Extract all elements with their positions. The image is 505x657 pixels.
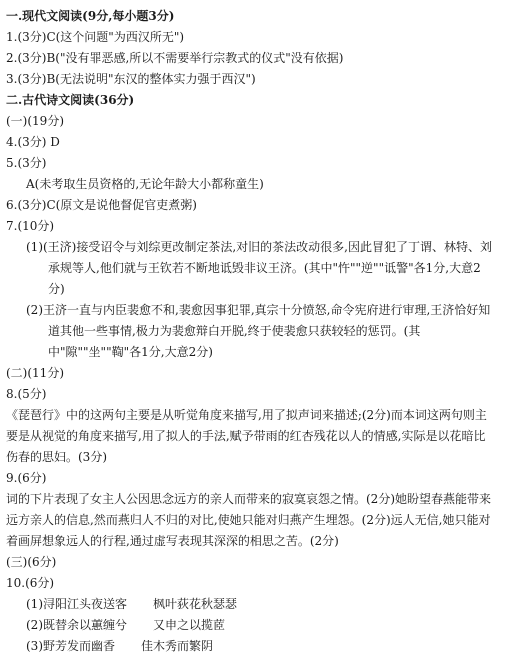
answer-10-line-1-a: (1)浔阳江头夜送客 <box>26 597 127 611</box>
answer-7-part-2: (2)王济一直与内臣裴愈不和,裴愈因事犯罪,真宗十分愤怒,命令宪府进行审理,王济恰好知道其他一些事情,极力为裴愈辩白开脱,终于使裴愈只获较轻的惩罚。(其中"隙""坐""鞫"各1分,大意2分) <box>26 303 491 359</box>
answer-5: 5.(3分) <box>6 156 47 170</box>
answer-10: 10.(6分) <box>6 576 55 590</box>
answer-10-line-3-a: (3)野芳发而幽香 <box>26 639 115 653</box>
answer-7: 7.(10分) <box>6 219 55 233</box>
answer-8-detail: 《琵琶行》中的这两句主要是从听觉角度来描写,用了拟声词来描述;(2分)而本词这两句则主要是从视觉的角度来描写,用了拟人的手法,赋予带雨的红杏残花以人的情感,实际是以花暗比伤春的思妇。(3分) <box>6 408 487 464</box>
answer-10-line-1-b: 枫叶荻花秋瑟瑟 <box>153 597 238 611</box>
answer-7-part-1: (1)(王济)接受诏令与刘综更改制定茶法,对旧的茶法改动很多,因此冒犯了丁谓、林特、刘承规等人,他们就与王钦若不断地诋毁非议王济。(其中"忤""逆""诋警"各1分,大意2分) <box>26 240 492 296</box>
answer-3: 3.(3分)B(无法说明"东汉的整体实力强于西汉") <box>6 72 256 86</box>
answer-2: 2.(3分)B("没有罪恶感,所以不需要举行宗教式的仪式"没有依据) <box>6 51 344 65</box>
answer-10-line-2-b: 又申之以揽茝 <box>153 618 226 632</box>
answer-8: 8.(5分) <box>6 387 47 401</box>
answer-10-line-1 <box>6 594 497 615</box>
answer-10-line-2 <box>6 615 497 636</box>
answer-5-detail: A(未考取生员资格的,无论年龄大小都称童生) <box>26 177 264 191</box>
subsection-2: (二)(11分) <box>6 366 64 380</box>
answer-1: 1.(3分)C(这个问题"为西汉所无") <box>6 30 185 44</box>
section-heading-modern-reading: 一.现代文阅读(9分,每小题3分) <box>6 9 175 23</box>
answer-10-line-3 <box>6 636 497 657</box>
answer-6: 6.(3分)C(原文是说他督促官吏煮粥) <box>6 198 197 212</box>
answer-9: 9.(6分) <box>6 471 47 485</box>
subsection-3: (三)(6分) <box>6 555 57 569</box>
answer-10-line-2-a: (2)既替余以蕙缠兮 <box>26 618 127 632</box>
subsection-1: (一)(19分) <box>6 114 64 128</box>
answer-9-detail: 词的下片表现了女主人公因思念远方的亲人而带来的寂寞哀怨之情。(2分)她盼望春燕能带来远方亲人的信息,然而燕归人不归的对比,使她只能对归燕产生埋怨。(2分)远人无信,她只能对着画屏想象远人的行程,通过虚写表现其深深的相思之苦。(2分) <box>6 492 492 548</box>
answer-10-line-3-b: 佳木秀而繁阴 <box>141 639 214 653</box>
section-heading-classical-reading: 二.古代诗文阅读(36分) <box>6 93 135 107</box>
answer-4: 4.(3分) D <box>6 135 60 149</box>
